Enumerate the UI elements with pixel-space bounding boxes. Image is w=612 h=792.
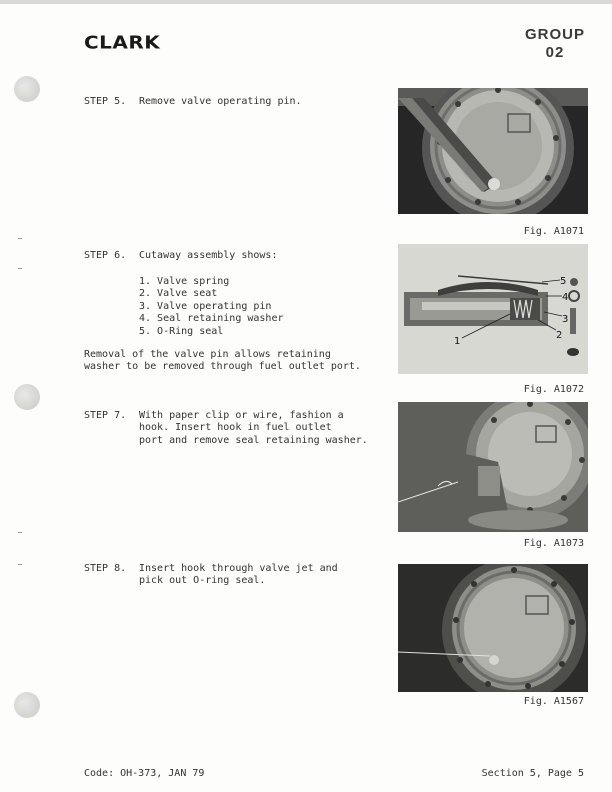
list-item: 4. Seal retaining washer xyxy=(139,313,284,325)
parts-list xyxy=(139,276,284,338)
group-label: GROUP xyxy=(524,26,585,43)
figure-caption: Fig. A1072 xyxy=(523,384,584,395)
binder-hole xyxy=(14,76,40,102)
text-line: With paper clip or wire, fashion a xyxy=(139,410,344,421)
top-edge xyxy=(0,0,612,4)
text-line: port and remove seal retaining washer. xyxy=(139,434,368,446)
step-6-label: STEP 6. xyxy=(84,250,127,261)
binder-hole xyxy=(14,692,40,718)
group-number: 02 xyxy=(545,44,565,61)
step-6-note xyxy=(84,349,361,374)
text-line: Insert hook through valve jet and xyxy=(139,563,338,574)
group-block xyxy=(520,26,590,62)
margin-mark xyxy=(18,268,22,269)
photo-fig-a1071 xyxy=(398,88,588,214)
margin-mark xyxy=(18,532,22,533)
step-5-label: STEP 5. xyxy=(84,96,127,107)
callout-3: 3 xyxy=(562,314,569,325)
text-line: pick out O-ring seal. xyxy=(139,575,266,587)
photo-fig-a1072 xyxy=(398,244,588,374)
step-8-text xyxy=(139,563,338,588)
figure-caption: Fig. A1071 xyxy=(523,226,584,237)
binder-hole xyxy=(14,384,40,410)
figure-caption: Fig. A1073 xyxy=(523,538,584,549)
step-7-label: STEP 7. xyxy=(84,410,127,421)
clark-logo: CLARK xyxy=(84,31,161,53)
list-item: 2. Valve seat xyxy=(139,288,218,300)
figure-caption: Fig. A1567 xyxy=(523,696,584,707)
callout-5: 5 xyxy=(560,276,567,287)
photo-fig-a1567 xyxy=(398,564,588,692)
step-5-text: Remove valve operating pin. xyxy=(139,96,302,107)
callout-4: 4 xyxy=(562,292,569,303)
margin-mark xyxy=(18,238,22,239)
callout-2: 2 xyxy=(556,330,563,341)
text-line: hook. Insert hook in fuel outlet xyxy=(139,422,332,434)
note-line: washer to be removed through fuel outlet port. xyxy=(84,361,361,373)
footer-code: Code: OH-373, JAN 79 xyxy=(84,768,205,779)
step-8-label: STEP 8. xyxy=(84,563,127,574)
step-6-text: Cutaway assembly shows: xyxy=(139,250,278,261)
list-item: 1. Valve spring xyxy=(139,276,230,287)
list-item: 3. Valve operating pin xyxy=(139,300,272,312)
step-7-text xyxy=(139,410,368,447)
margin-mark xyxy=(18,564,22,565)
list-item: 5. O-Ring seal xyxy=(139,325,224,337)
callout-1: 1 xyxy=(454,336,461,347)
footer-section: Section 5, Page 5 xyxy=(481,768,584,779)
photo-fig-a1073 xyxy=(398,402,588,532)
note-line: Removal of the valve pin allows retaining xyxy=(84,349,331,360)
